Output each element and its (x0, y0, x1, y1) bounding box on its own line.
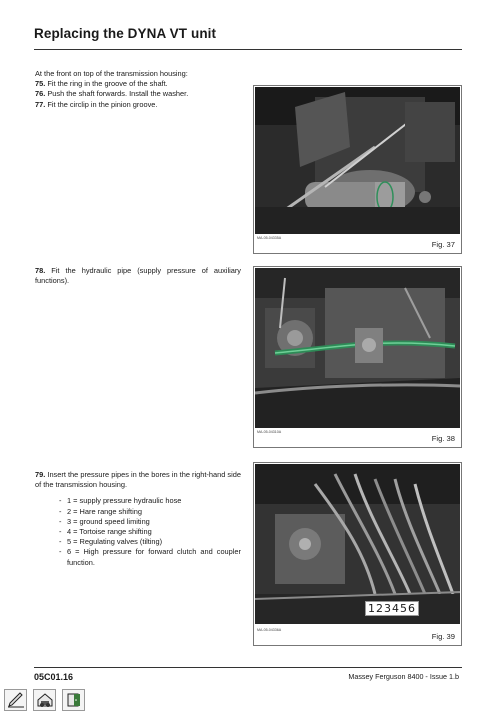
step-number: 75. (35, 79, 46, 89)
step-76 (35, 89, 241, 99)
intro-text: At the front on top of the transmission housing: (35, 69, 188, 78)
list-item: - 6 = High pressure for forward clutch and coupler function. (59, 547, 241, 567)
step-75 (35, 79, 241, 89)
page-code: 05C01.16 (34, 672, 74, 682)
edit-pencil-icon (7, 692, 25, 708)
step-text: Push the shaft forwards. Install the washer. (47, 89, 189, 99)
figure-ref: MA-05-04336A (257, 628, 282, 632)
home-button[interactable] (33, 689, 56, 711)
list-item: - 5 = Regulating valves (tilting) (59, 537, 241, 547)
list-item: - 1 = supply pressure hydraulic hose (59, 496, 241, 506)
edit-button[interactable] (4, 689, 27, 711)
step-77 (35, 100, 241, 110)
tractor-home-icon (36, 692, 54, 708)
navigation-bar (4, 689, 85, 711)
header-rule (34, 49, 462, 50)
step-number: 76. (35, 89, 46, 99)
step-79 (35, 470, 241, 490)
page-title: Replacing the DYNA VT unit (34, 26, 217, 41)
figure-37 (253, 85, 462, 254)
section-75-77-text (35, 69, 241, 110)
section-79-text (35, 470, 241, 568)
pipe-callout-numbers: 123456 (365, 601, 419, 616)
figure-37-photo (255, 87, 460, 234)
exit-button[interactable] (62, 689, 85, 711)
step-text: Insert the pressure pipes in the bores in the right-hand side of the transmission housing. (35, 470, 241, 490)
step-78 (35, 266, 241, 286)
exit-door-icon (65, 692, 83, 708)
step-text: Fit the hydraulic pipe (supply pressure of auxiliary functions). (35, 266, 241, 286)
figure-ref: MA-05-04310A (257, 430, 282, 434)
step-text: Fit the ring in the groove of the shaft. (47, 79, 168, 89)
figure-label: Fig. 39 (431, 632, 455, 641)
figure-label: Fig. 37 (431, 240, 455, 249)
step-number: 79. (35, 470, 46, 479)
figure-label: Fig. 38 (431, 434, 455, 443)
pipe-legend-list (59, 496, 241, 567)
figure-39 (253, 462, 462, 646)
list-item: - 3 = ground speed limiting (59, 517, 241, 527)
figure-ref: MA-05-04335A (257, 236, 282, 240)
step-number: 78. (35, 266, 46, 275)
document-issue: Massey Ferguson 8400 - Issue 1.b (348, 672, 459, 681)
step-text: Fit the circlip in the pinion groove. (47, 99, 158, 109)
list-item: - 4 = Tortoise range shifting (59, 527, 241, 537)
step-number: 77. (35, 99, 46, 109)
section-78-text (35, 266, 241, 286)
footer-rule (34, 667, 462, 668)
figure-39-photo (255, 464, 460, 624)
figure-38-photo (255, 268, 460, 428)
figure-38 (253, 266, 462, 448)
list-item: - 2 = Hare range shifting (59, 507, 241, 517)
